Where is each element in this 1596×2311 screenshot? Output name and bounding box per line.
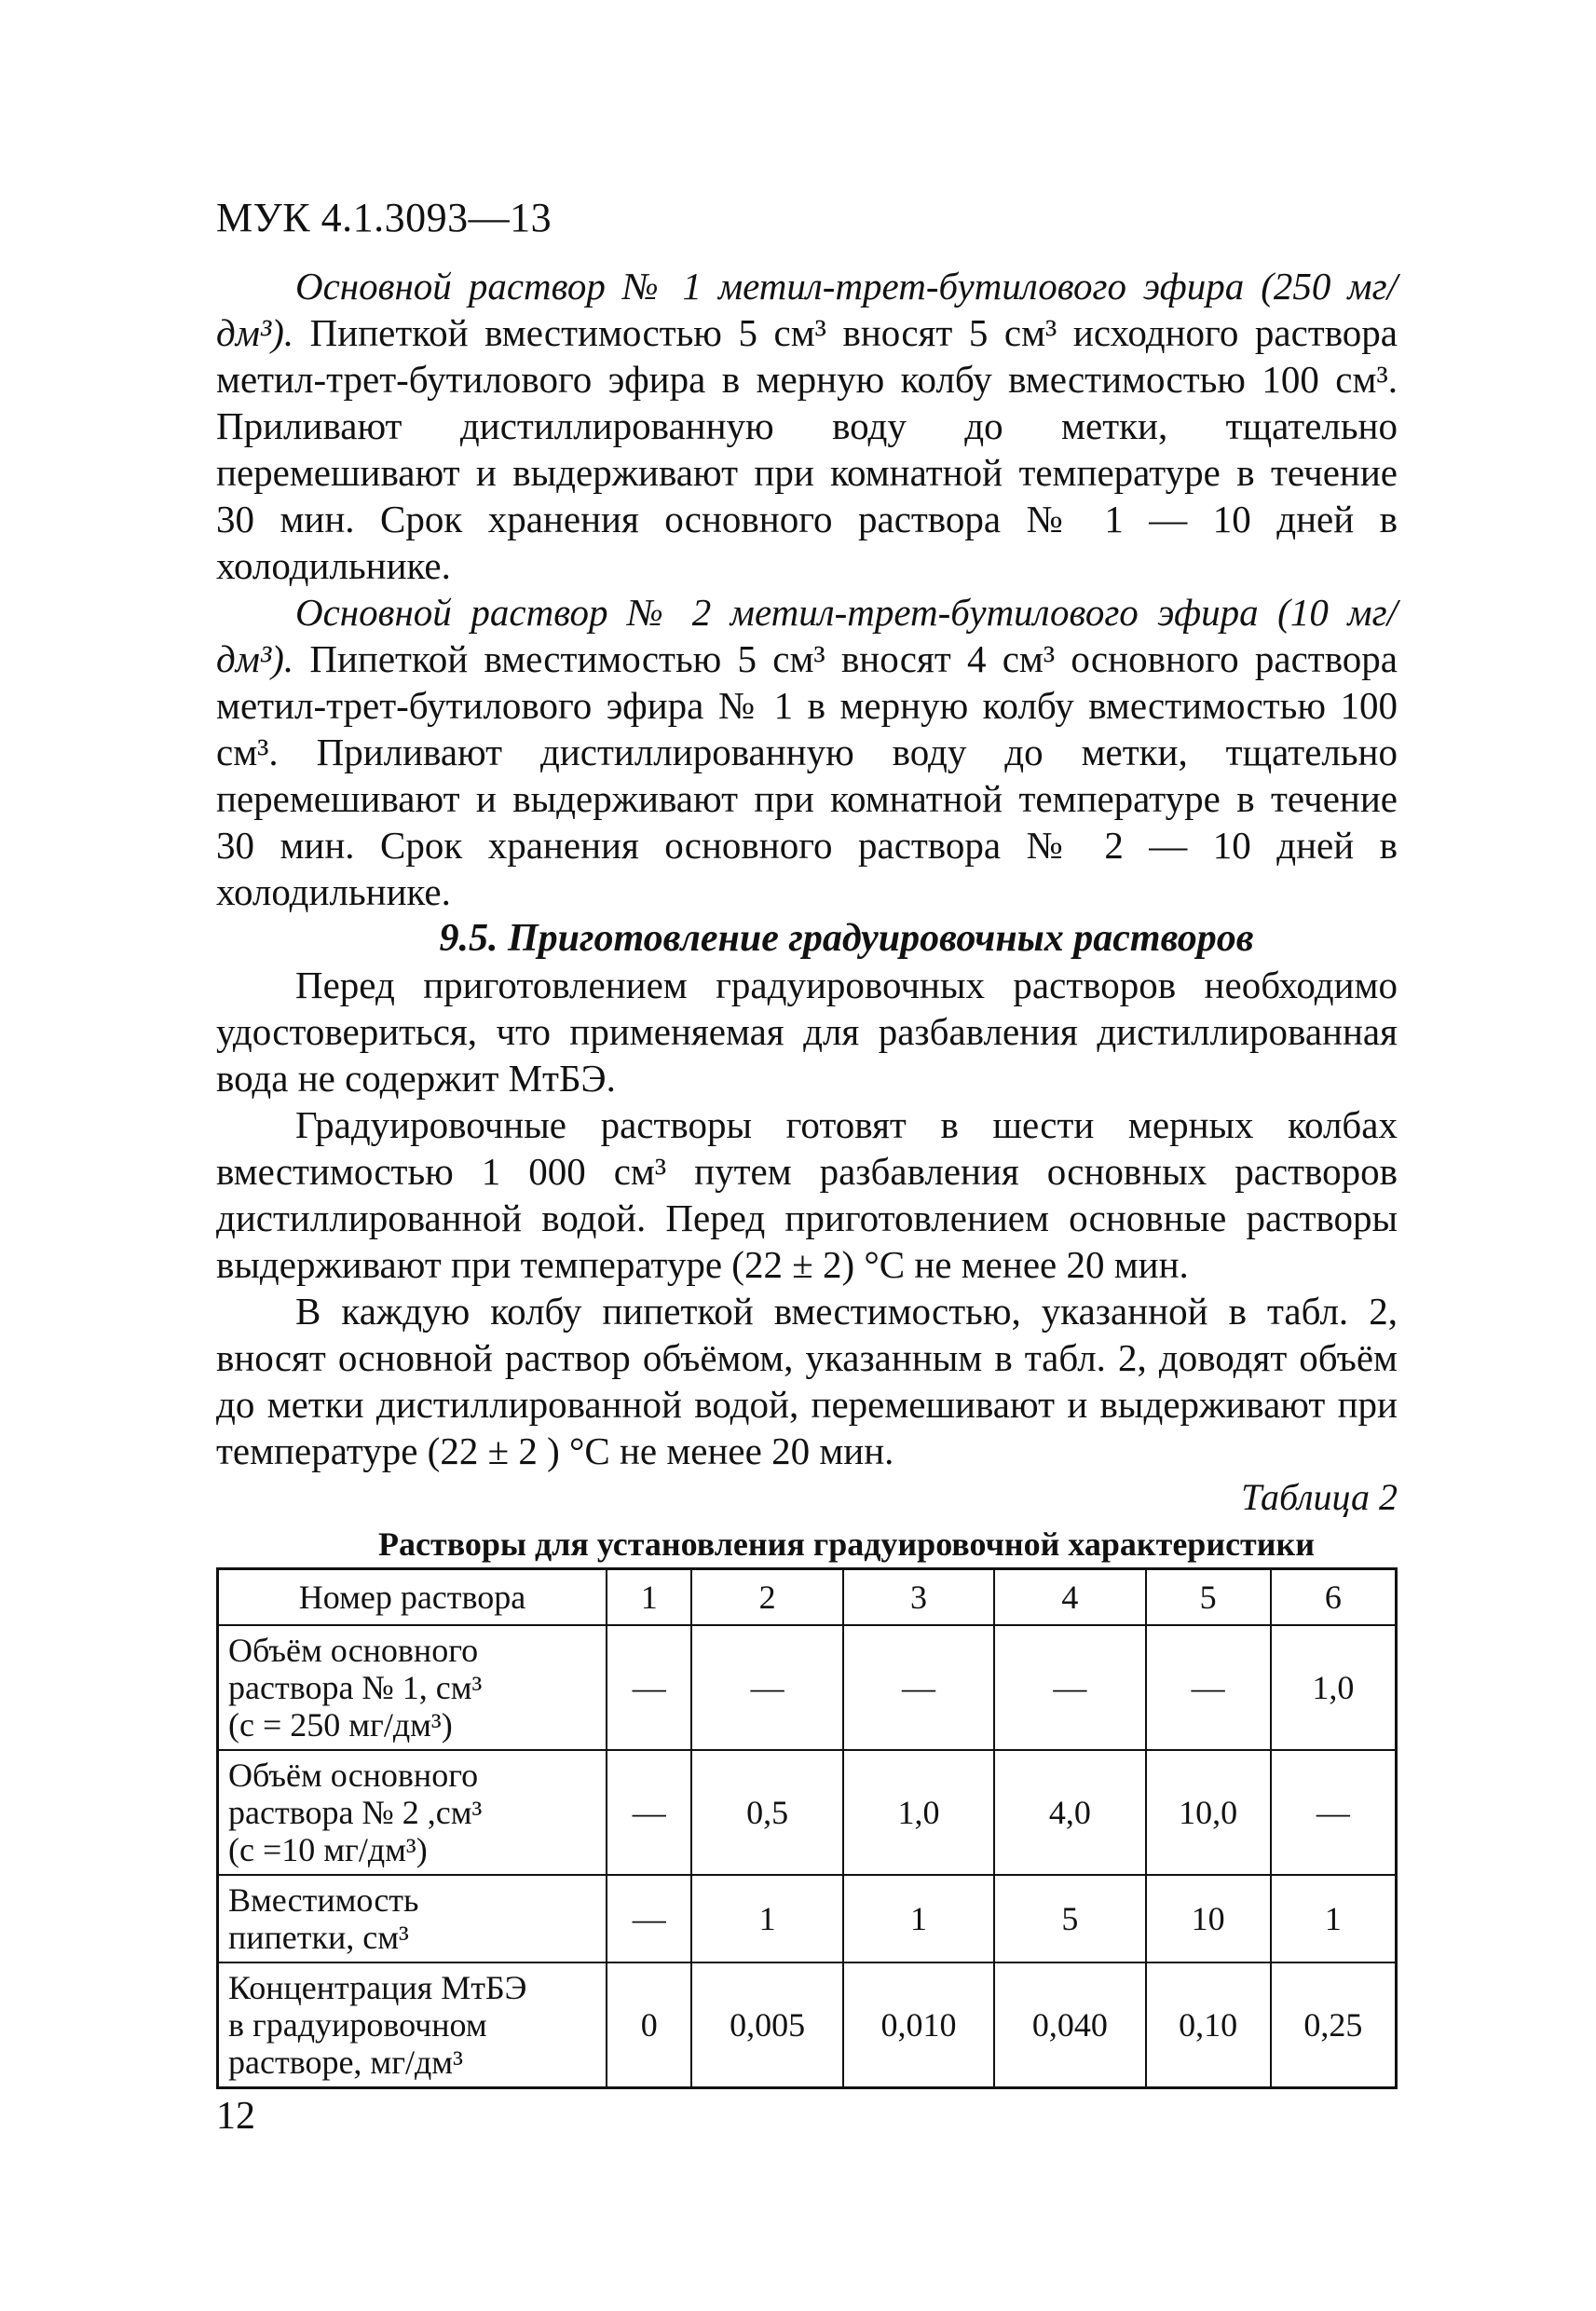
- paragraph-stock-solution-1-title: Основной раствор № 1 метил-трет-бутилового эфира (250 мг/дм³).: [216, 265, 1398, 354]
- table-row-label: [218, 1750, 607, 1875]
- table-row-label-line: пипетки, см³: [228, 1919, 409, 1956]
- paragraph-calibration-prep: Градуировочные растворы готовят в шести мерных колбах вместимостью 1 000 см³ путем разбавления основных растворов дистиллированной водой. Перед приготовлением основные растворы выдерживают при температуре (22 ± 2) °С не менее 20 мин.: [216, 1103, 1398, 1286]
- paragraph-stock-solution-1: [216, 263, 1398, 589]
- table-column-header: 1: [607, 1569, 691, 1626]
- paragraph-flask-procedure: В каждую колбу пипеткой вместимостью, указанной в табл. 2, вносят основной раствор объёмом, указанным в табл. 2, доводят объём до метки дистиллированной водой, перемешивают и выдерживают при температуре (22 ± 2 ) °С не менее 20 мин.: [216, 1290, 1398, 1472]
- table-row-label-line: Объём основного: [228, 1757, 479, 1794]
- table-column-header: 5: [1146, 1569, 1271, 1626]
- table-row: [218, 1625, 1397, 1750]
- table-row-label: [218, 1875, 607, 1962]
- table-row-label-line: (с = 250 мг/дм³): [228, 1706, 453, 1744]
- table-column-header: 6: [1271, 1569, 1397, 1626]
- table-cell: —: [1146, 1625, 1271, 1750]
- table-cell: —: [843, 1625, 994, 1750]
- table-cell: 1,0: [843, 1750, 994, 1875]
- table-header-row: [218, 1569, 1397, 1626]
- table-row: [218, 1750, 1397, 1875]
- table-row-label-line: растворе, мг/дм³: [228, 2044, 463, 2081]
- table-row-label-line: раствора № 1, см³: [228, 1669, 483, 1706]
- table-cell: 0,25: [1271, 1962, 1397, 2088]
- table-row-label-line: Вместимость: [228, 1881, 419, 1919]
- section-title: 9.5. Приготовление градуировочных растворов: [439, 917, 1254, 960]
- table-row-label: [218, 1625, 607, 1750]
- table-cell: 0,10: [1146, 1962, 1271, 2088]
- document-code-header: МУК 4.1.3093—13: [216, 195, 552, 240]
- table-cell: —: [607, 1750, 691, 1875]
- table-cell: 1: [691, 1875, 842, 1962]
- table-label: Таблица 2: [1241, 1476, 1398, 1518]
- table-cell: 1,0: [1271, 1625, 1397, 1750]
- table-cell: 1: [1271, 1875, 1397, 1962]
- paragraph-stock-solution-2: [216, 589, 1398, 915]
- table-column-header: 4: [994, 1569, 1145, 1626]
- table-cell: 0,5: [691, 1750, 842, 1875]
- table-header-label: Номер раствора: [218, 1569, 607, 1626]
- table-row-label-line: раствора № 2 ,см³: [228, 1794, 483, 1831]
- table-cell: —: [607, 1875, 691, 1962]
- document-body: [216, 263, 1398, 2089]
- table-row-label-line: (с =10 мг/дм³): [228, 1831, 428, 1868]
- table-row-label-line: в градуировочном: [228, 2006, 487, 2044]
- table-row: [218, 1962, 1397, 2088]
- table-cell: —: [994, 1625, 1145, 1750]
- page-number: 12: [216, 2095, 255, 2138]
- table-row-label: [218, 1962, 607, 2088]
- table-cell: 10: [1146, 1875, 1271, 1962]
- table-title: Растворы для установления градуировочной характеристики: [378, 1525, 1315, 1563]
- table-cell: 1: [843, 1875, 994, 1962]
- table-row-label-line: Объём основного: [228, 1632, 479, 1669]
- table-cell: 4,0: [994, 1750, 1145, 1875]
- paragraph-stock-solution-2-text: Пипеткой вместимостью 5 см³ вносят 4 см³ основного раствора метил-трет-бутилового эфира № 1 в мерную колбу вместимостью 100 см³. Приливают дистиллированную воду до метки, тщательно перемешивают и выдерживают при комнатной температуре в течение 30 мин. Срок хранения основного раствора № 2 — 10 дней в холодильнике.: [216, 637, 1398, 913]
- table-cell: 0: [607, 1962, 691, 2088]
- paragraph-water-check: Перед приготовлением градуировочных растворов необходимо удостовериться, что применяемая для разбавления дистиллированная вода не содержит МтБЭ.: [216, 964, 1398, 1100]
- table-cell: —: [691, 1625, 842, 1750]
- table-column-header: 3: [843, 1569, 994, 1626]
- table-cell: —: [607, 1625, 691, 1750]
- table-cell: 0,005: [691, 1962, 842, 2088]
- table-column-header: 2: [691, 1569, 842, 1626]
- table-cell: 10,0: [1146, 1750, 1271, 1875]
- table-cell: 0,040: [994, 1962, 1145, 2088]
- paragraph-stock-solution-1-text: Пипеткой вместимостью 5 см³ вносят 5 см³ исходного раствора метил-трет-бутилового эфира в мерную колбу вместимостью 100 см³. Приливают дистиллированную воду до метки, тщательно перемешивают и выдерживают при комнатной температуре в течение 30 мин. Срок хранения основного раствора № 1 — 10 дней в холодильнике.: [216, 311, 1398, 587]
- calibration-table: [216, 1567, 1398, 2089]
- table-cell: —: [1271, 1750, 1397, 1875]
- table-cell: 0,010: [843, 1962, 994, 2088]
- paragraph-stock-solution-2-title: Основной раствор № 2 метил-трет-бутилового эфира (10 мг/дм³).: [216, 591, 1398, 680]
- table-cell: 5: [994, 1875, 1145, 1962]
- table-row-label-line: Концентрация МтБЭ: [228, 1969, 527, 2006]
- table-row: [218, 1875, 1397, 1962]
